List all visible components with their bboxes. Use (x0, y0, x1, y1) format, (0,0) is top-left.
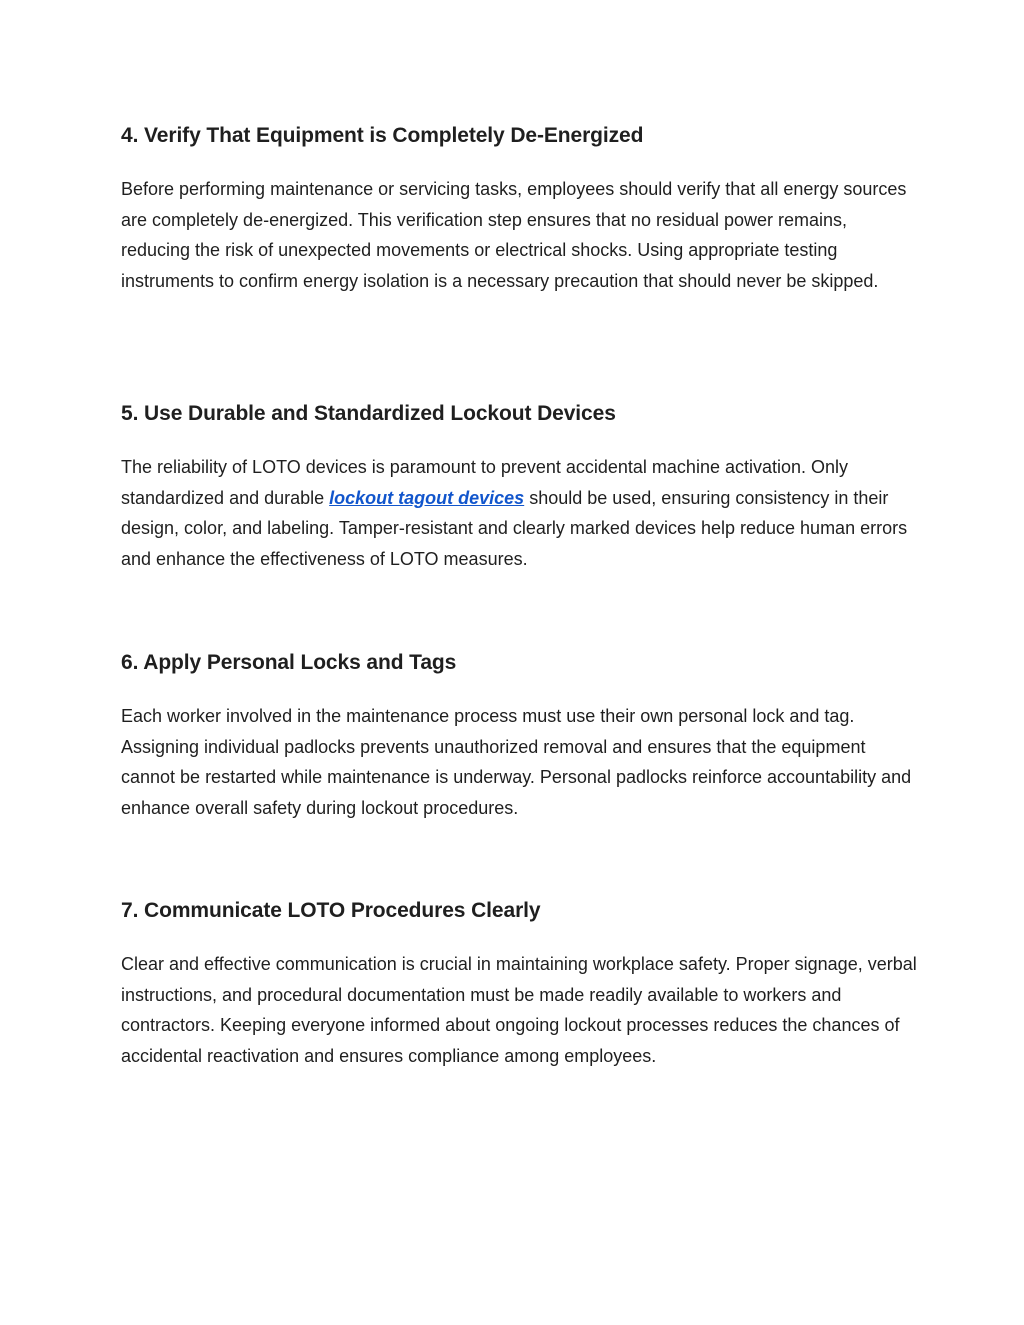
section-lockout-devices (121, 399, 921, 569)
section-paragraph: Before performing maintenance or servicing tasks, employees should verify that all energy sources are completely de-energized. This verification step ensures that no residual power remains, reducing the risk of unexpected movements or electrical shocks. Using appropriate testing instruments to confirm energy isolation is a necessary precaution that should never be skipped. (121, 179, 907, 291)
section-paragraph: Each worker involved in the maintenance process must use their own personal lock and tag. Assigning individual padlocks prevents unauthorized removal and ensures that the equipment cannot be restarted while maintenance is underway. Personal padlocks reinforce accountability and enhance overall safety during lockout procedures. (121, 706, 912, 818)
section-verify-de-energized (121, 121, 921, 291)
section-communicate-procedures (121, 896, 921, 1066)
lockout-tagout-devices-link[interactable]: lockout tagout devices (329, 487, 525, 508)
section-personal-locks (121, 648, 921, 818)
section-heading: 7. Communicate LOTO Procedures Clearly (121, 899, 541, 922)
section-paragraph: Clear and effective communication is crucial in maintaining workplace safety. Proper signage, verbal instructions, and procedural documentation must be made readily available to workers and contractors. Keeping everyone informed about ongoing lockout processes reduces the chances of accidental reactivation and ensures compliance among employees. (121, 954, 917, 1066)
paragraph-text-after-link: should be used, ensuring consistency in their design, color, and labeling. Tamper-resistant and clearly marked devices help reduce human errors and enhance the effectiveness of LOTO measures. (121, 487, 908, 569)
section-paragraph (121, 452, 921, 574)
section-heading: 6. Apply Personal Locks and Tags (121, 651, 457, 674)
paragraph-text-before-link: The reliability of LOTO devices is paramount to prevent accidental machine activation. Only standardized and durable (121, 457, 849, 508)
section-heading: 5. Use Durable and Standardized Lockout Devices (121, 402, 616, 425)
section-heading: 4. Verify That Equipment is Completely De-Energized (121, 124, 644, 147)
